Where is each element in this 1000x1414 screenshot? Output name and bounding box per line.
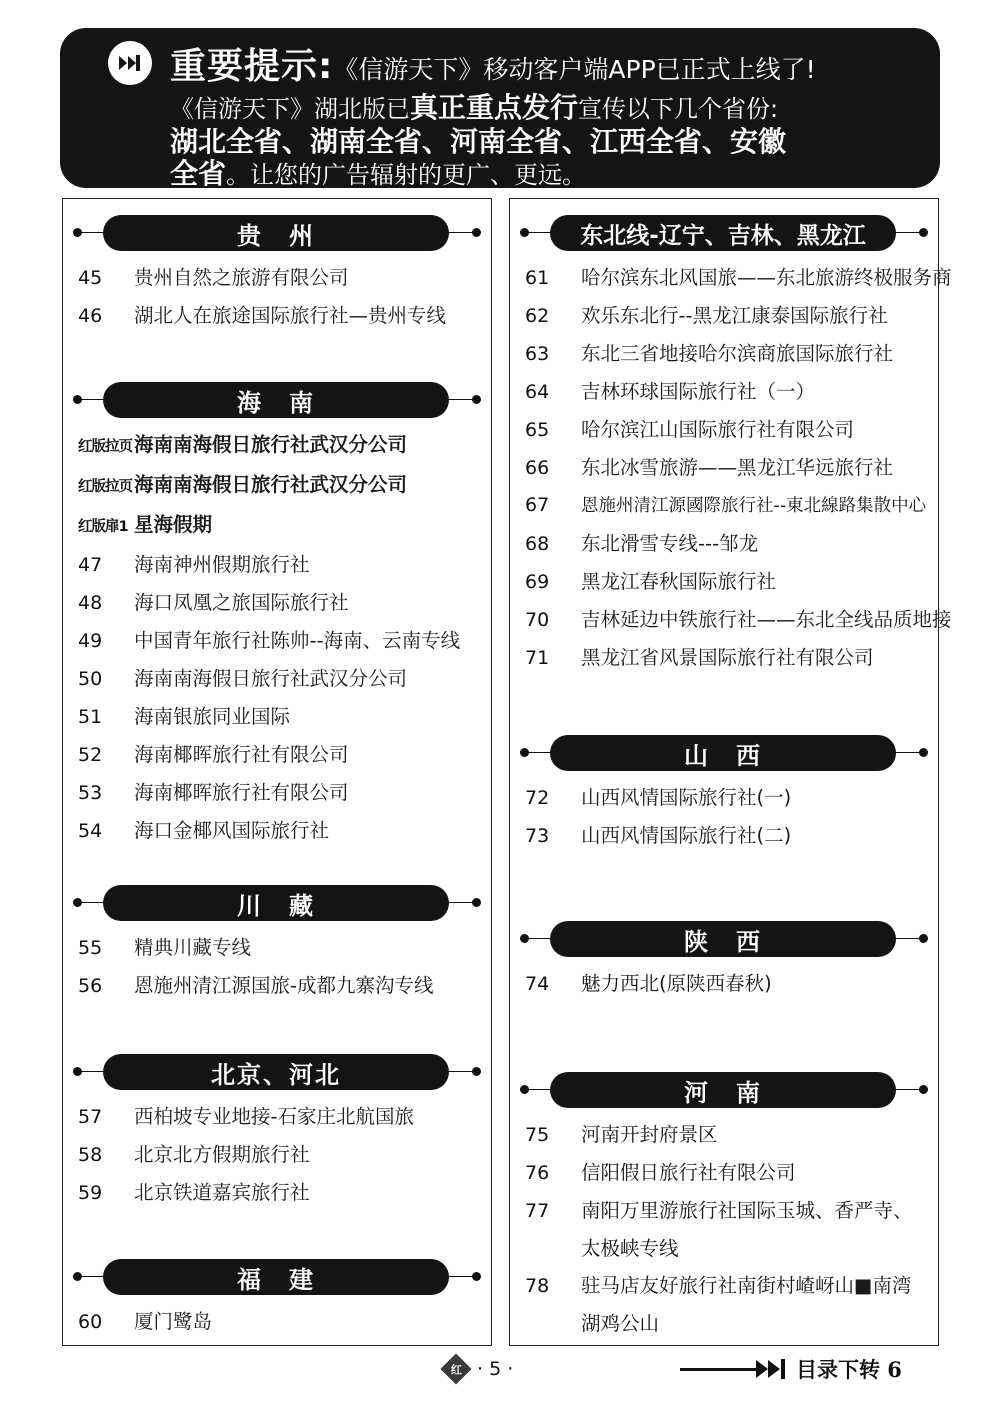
bullet-icon	[520, 228, 529, 237]
entry-label: 海口凤凰之旅国际旅行社	[134, 591, 349, 614]
bullet-icon	[919, 1085, 928, 1094]
list-item[interactable]	[63, 1174, 491, 1212]
entry-number: 75	[525, 1124, 550, 1146]
entry-label: 海南南海假日旅行社武汉分公司	[134, 433, 408, 456]
entry-number: 45	[78, 267, 103, 289]
arrow-line-icon	[680, 1368, 756, 1371]
bullet-icon	[919, 228, 928, 237]
bullet-icon	[919, 748, 928, 757]
section-guizhou	[63, 215, 491, 335]
section-shaanxi	[510, 921, 938, 1003]
list-item[interactable]	[510, 259, 952, 297]
list-item[interactable]	[510, 525, 938, 563]
entry-number: 56	[78, 975, 103, 997]
bullet-icon	[73, 1272, 82, 1281]
entry-number: 68	[525, 533, 550, 555]
list-item[interactable]	[63, 584, 491, 622]
entry-number: 51	[78, 706, 103, 728]
section-shanxi	[510, 735, 938, 855]
banner-line-4	[170, 152, 586, 192]
list-item-continuation: 太极峡专线	[581, 1237, 679, 1260]
list-item[interactable]	[510, 779, 938, 817]
section-title: 海 南	[103, 382, 449, 418]
list-item-continuation: 湖鸡公山	[581, 1312, 660, 1335]
entry-label: 吉林延边中铁旅行社——东北全线品质地接	[581, 608, 952, 631]
next-contents-label: 目录下转 6	[796, 1357, 902, 1382]
entry-label: 北京北方假期旅行社	[134, 1143, 310, 1166]
bullet-icon	[919, 934, 928, 943]
list-item[interactable]	[63, 546, 491, 584]
list-item[interactable]	[63, 967, 491, 1005]
fast-forward-icon	[756, 1358, 790, 1380]
entry-label: 哈尔滨东北风国旅——东北旅游终极服务商	[581, 266, 952, 289]
entry-label: 海南南海假日旅行社武汉分公司	[134, 667, 408, 690]
entry-label: 海南椰晖旅行社有限公司	[134, 743, 349, 766]
entry-number: 55	[78, 937, 103, 959]
list-item[interactable]	[63, 774, 491, 812]
section-fujian	[63, 1259, 491, 1341]
entry-label: 西柏坡专业地接-石家庄北航国旅	[134, 1105, 415, 1128]
bullet-icon	[472, 1067, 481, 1076]
entry-label: 海口金椰风国际旅行社	[134, 819, 330, 842]
entry-number: 红版扉1	[78, 519, 128, 535]
section-title: 山 西	[550, 735, 896, 771]
entry-label: 贵州自然之旅游有限公司	[134, 266, 349, 289]
arrow-right-circle-icon	[108, 41, 152, 85]
section-header	[63, 1259, 491, 1295]
list-item[interactable]	[510, 335, 938, 373]
entry-label: 信阳假日旅行社有限公司	[581, 1161, 796, 1184]
entry-label: 东北三省地接哈尔滨商旅国际旅行社	[581, 342, 894, 365]
section-dongbei	[510, 215, 952, 677]
entry-number: 57	[78, 1106, 103, 1128]
entry-number: 64	[525, 381, 550, 403]
list-item[interactable]	[510, 601, 952, 639]
section-title: 河 南	[550, 1072, 896, 1108]
entry-label: 哈尔滨江山国际旅行社有限公司	[581, 418, 855, 441]
bullet-icon	[472, 898, 481, 907]
section-title: 贵 州	[103, 215, 449, 251]
entry-number: 77	[525, 1200, 550, 1222]
entry-number: 76	[525, 1162, 550, 1184]
right-column	[509, 198, 952, 1346]
list-item[interactable]	[63, 297, 491, 335]
banner-highlight: 真正重点发行	[410, 91, 579, 124]
section-beijing-hebei	[63, 1054, 491, 1212]
entry-number: 66	[525, 457, 550, 479]
list-item[interactable]	[510, 1116, 938, 1154]
list-item[interactable]	[510, 563, 938, 601]
banner-provinces-end: 全省	[170, 157, 227, 190]
section-chuanzang	[63, 885, 491, 1005]
entry-number: 67	[525, 494, 550, 516]
bullet-icon	[472, 228, 481, 237]
list-item[interactable]	[510, 297, 938, 335]
entry-number: 50	[78, 668, 103, 690]
entry-number: 61	[525, 267, 550, 289]
banner-line-1	[170, 38, 816, 89]
list-item[interactable]	[510, 1154, 938, 1192]
entry-label: 欢乐东北行--黑龙江康泰国际旅行社	[581, 304, 888, 327]
page-number	[445, 1352, 513, 1386]
entry-label: 中国青年旅行社陈帅--海南、云南专线	[134, 629, 461, 652]
list-item[interactable]	[510, 449, 938, 487]
entry-number: 72	[525, 787, 550, 809]
entry-label: 恩施州清江源国旅-成都九寨沟专线	[134, 974, 434, 997]
entry-number: 74	[525, 973, 550, 995]
badge-label: 红	[450, 1363, 462, 1376]
entry-label: 东北滑雪专线---邹龙	[581, 532, 759, 555]
entry-label: 海南银旅同业国际	[134, 705, 291, 728]
list-item[interactable]	[63, 736, 491, 774]
entry-number: 71	[525, 647, 550, 669]
entry-label: 海南椰晖旅行社有限公司	[134, 781, 349, 804]
entry-label: 魅力西北(原陕西春秋)	[581, 972, 772, 995]
entry-label: 河南开封府景区	[581, 1123, 718, 1146]
entry-number: 78	[525, 1275, 550, 1297]
list-item[interactable]	[63, 506, 491, 546]
entry-number: 49	[78, 630, 103, 652]
list-item[interactable]	[510, 817, 938, 855]
banner-app-text: 《信游天下》移动客户端APP已正式上线了!	[333, 55, 816, 84]
bullet-icon	[73, 395, 82, 404]
entry-label: 吉林环球国际旅行社（一）	[581, 380, 816, 403]
section-header	[510, 735, 938, 771]
bullet-icon	[73, 1067, 82, 1076]
list-item[interactable]	[63, 1303, 491, 1341]
list-item[interactable]	[63, 426, 491, 466]
entry-number: 58	[78, 1144, 103, 1166]
notice-banner	[60, 28, 940, 188]
list-item[interactable]	[63, 259, 491, 297]
bullet-icon	[520, 748, 529, 757]
entry-label: 黑龙江省风景国际旅行社有限公司	[581, 646, 874, 669]
list-item[interactable]	[510, 965, 938, 1003]
list-item[interactable]	[63, 698, 491, 736]
left-column	[62, 198, 492, 1346]
section-header	[63, 382, 491, 418]
list-item[interactable]	[510, 411, 938, 449]
bullet-icon	[73, 228, 82, 237]
bullet-icon	[472, 1272, 481, 1281]
entry-label: 海南南海假日旅行社武汉分公司	[134, 473, 408, 496]
bullet-icon	[472, 395, 481, 404]
entry-label: 驻马店友好旅行社南街村嵖岈山■南湾	[581, 1274, 912, 1297]
section-hainan	[63, 382, 491, 850]
section-header	[63, 885, 491, 921]
entry-label: 东北冰雪旅游——黑龙江华远旅行社	[581, 456, 894, 479]
list-item[interactable]	[63, 466, 491, 506]
section-title: 川 藏	[103, 885, 449, 921]
section-title: 福 建	[103, 1259, 449, 1295]
entry-label: 湖北人在旅途国际旅行社—贵州专线	[134, 304, 447, 327]
entry-number: 59	[78, 1182, 103, 1204]
banner-title: 重要提示:	[170, 46, 334, 87]
banner-text: 宣传以下几个省份:	[578, 95, 779, 123]
entry-number: 53	[78, 782, 103, 804]
red-edition-badge-icon	[440, 1353, 471, 1384]
entry-label: 精典川藏专线	[134, 936, 252, 959]
entry-number: 46	[78, 305, 103, 327]
entry-number: 60	[78, 1311, 103, 1333]
section-henan	[510, 1072, 938, 1342]
list-item[interactable]	[63, 622, 491, 660]
list-item[interactable]	[510, 1267, 938, 1305]
entry-number: 62	[525, 305, 550, 327]
list-item[interactable]	[510, 639, 938, 677]
entry-number: 70	[525, 609, 550, 631]
page-number-label: · 5 ·	[477, 1358, 514, 1380]
list-item[interactable]	[510, 373, 938, 411]
list-item[interactable]	[63, 1098, 491, 1136]
bullet-icon	[520, 1085, 529, 1094]
contents-continued-link[interactable]	[680, 1352, 902, 1386]
entry-number: 54	[78, 820, 103, 842]
banner-provinces: 湖北全省、湖南全省、河南全省、江西全省、安徽	[170, 125, 787, 158]
section-title: 北京、河北	[103, 1054, 449, 1090]
list-item[interactable]	[510, 487, 938, 525]
entry-label: 北京铁道嘉宾旅行社	[134, 1181, 310, 1204]
entry-label: 南阳万里游旅行社国际玉城、香严寺、	[581, 1199, 913, 1222]
entry-label: 恩施州清江源國際旅行社--東北線路集散中心	[581, 496, 927, 516]
entry-number: 47	[78, 554, 103, 576]
section-header	[63, 1054, 491, 1090]
section-title: 陕 西	[550, 921, 896, 957]
section-header	[510, 1072, 938, 1108]
section-header	[510, 921, 938, 957]
entry-label: 星海假期	[134, 513, 213, 536]
entry-number: 65	[525, 419, 550, 441]
section-header	[510, 215, 938, 251]
entry-label: 厦门鹭岛	[134, 1310, 213, 1333]
entry-label: 黑龙江春秋国际旅行社	[581, 570, 777, 593]
entry-number: 52	[78, 744, 103, 766]
list-item[interactable]	[63, 1136, 491, 1174]
list-item[interactable]	[63, 812, 491, 850]
entry-number: 69	[525, 571, 550, 593]
section-title: 东北线-辽宁、吉林、黑龙江	[550, 215, 896, 251]
bullet-icon	[73, 898, 82, 907]
entry-label: 山西风情国际旅行社(一)	[581, 786, 792, 809]
list-item[interactable]	[510, 1192, 938, 1230]
entry-label: 海南神州假期旅行社	[134, 553, 310, 576]
list-item[interactable]	[63, 929, 491, 967]
list-item[interactable]	[63, 660, 491, 698]
entry-number: 红版拉页	[78, 479, 132, 495]
banner-text: 。让您的广告辐射的更广、更远。	[226, 161, 587, 189]
section-header	[63, 215, 491, 251]
entry-number: 48	[78, 592, 103, 614]
entry-number: 63	[525, 343, 550, 365]
entry-number: 红版拉页	[78, 439, 132, 455]
banner-text: 《信游天下》湖北版已	[170, 95, 410, 123]
bullet-icon	[520, 934, 529, 943]
entry-number: 73	[525, 825, 550, 847]
entry-label: 山西风情国际旅行社(二)	[581, 824, 792, 847]
